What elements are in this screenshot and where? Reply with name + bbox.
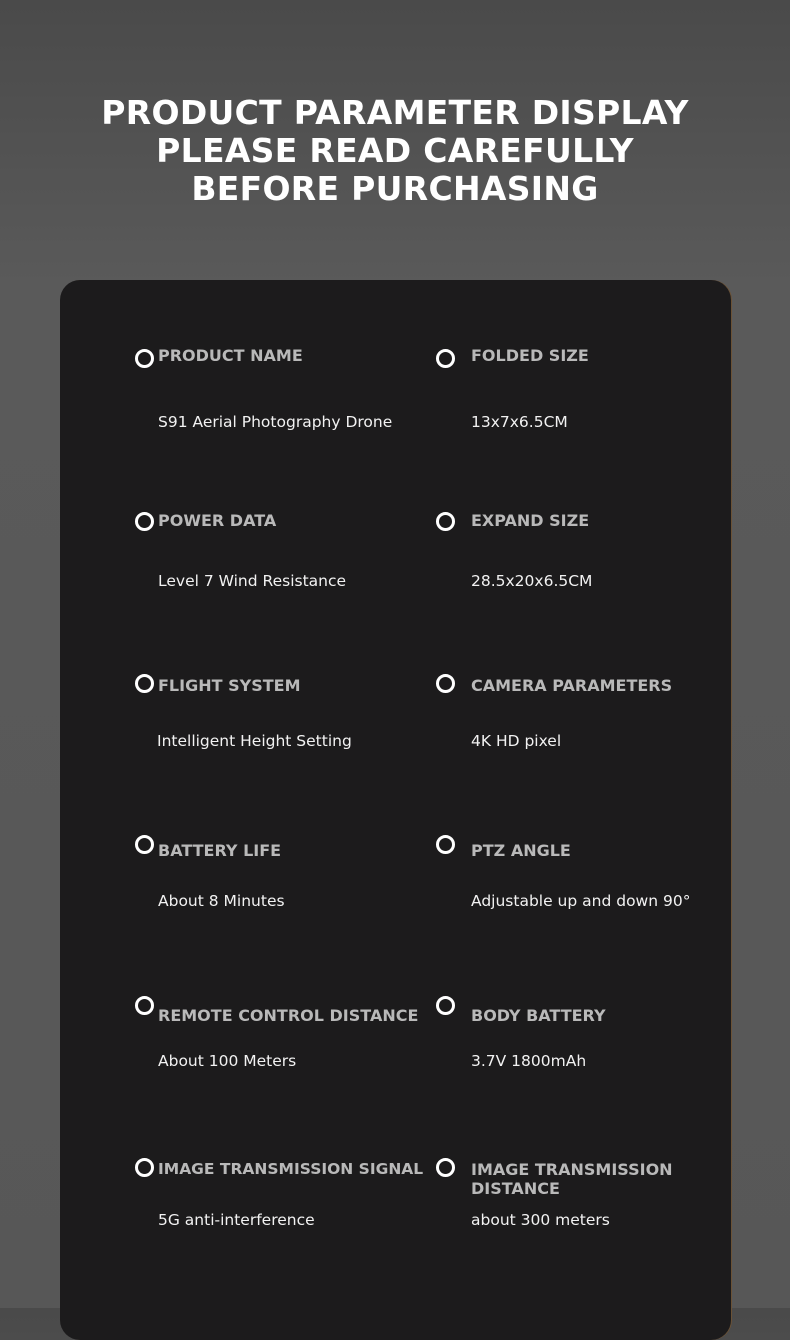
param-value: Adjustable up and down 90° [471, 892, 691, 910]
circle-bullet-icon [135, 512, 154, 531]
param-value: 3.7V 1800mAh [471, 1052, 587, 1070]
title-line-2: PLEASE READ CAREFULLY [156, 131, 634, 170]
param-value: Level 7 Wind Resistance [158, 572, 347, 590]
param-label: REMOTE CONTROL DISTANCE [158, 1006, 419, 1025]
circle-bullet-icon [436, 512, 455, 531]
param-label: IMAGE TRANSMISSION DISTANCE [471, 1160, 673, 1198]
circle-bullet-icon [135, 674, 154, 693]
param-label: FOLDED SIZE [471, 346, 589, 365]
param-label: BODY BATTERY [471, 1006, 606, 1025]
param-value: 28.5x20x6.5CM [471, 572, 593, 590]
param-label: PRODUCT NAME [158, 346, 303, 365]
parameter-panel [60, 280, 731, 1340]
param-value: 13x7x6.5CM [471, 413, 568, 431]
page-title [0, 94, 790, 208]
param-label: IMAGE TRANSMISSION SIGNAL [158, 1160, 424, 1178]
param-label: CAMERA PARAMETERS [471, 676, 673, 695]
param-value: Intelligent Height Setting [157, 732, 352, 750]
param-label: BATTERY LIFE [158, 841, 282, 860]
circle-bullet-icon [135, 835, 154, 854]
param-value: About 100 Meters [158, 1052, 297, 1070]
param-label: POWER DATA [158, 511, 277, 530]
param-value: about 300 meters [471, 1211, 610, 1229]
title-line-1: PRODUCT PARAMETER DISPLAY [101, 93, 689, 132]
param-label: FLIGHT SYSTEM [158, 676, 301, 695]
circle-bullet-icon [436, 996, 455, 1015]
circle-bullet-icon [135, 1158, 154, 1177]
circle-bullet-icon [436, 349, 455, 368]
param-label: PTZ ANGLE [471, 841, 571, 860]
param-value: 4K HD pixel [471, 732, 562, 750]
circle-bullet-icon [436, 674, 455, 693]
param-value: S91 Aerial Photography Drone [158, 413, 393, 431]
circle-bullet-icon [436, 1158, 455, 1177]
circle-bullet-icon [135, 349, 154, 368]
param-value: About 8 Minutes [158, 892, 285, 910]
circle-bullet-icon [135, 996, 154, 1015]
param-label: EXPAND SIZE [471, 511, 590, 530]
circle-bullet-icon [436, 835, 455, 854]
param-value: 5G anti-interference [158, 1211, 315, 1229]
title-line-3: BEFORE PURCHASING [191, 169, 599, 208]
